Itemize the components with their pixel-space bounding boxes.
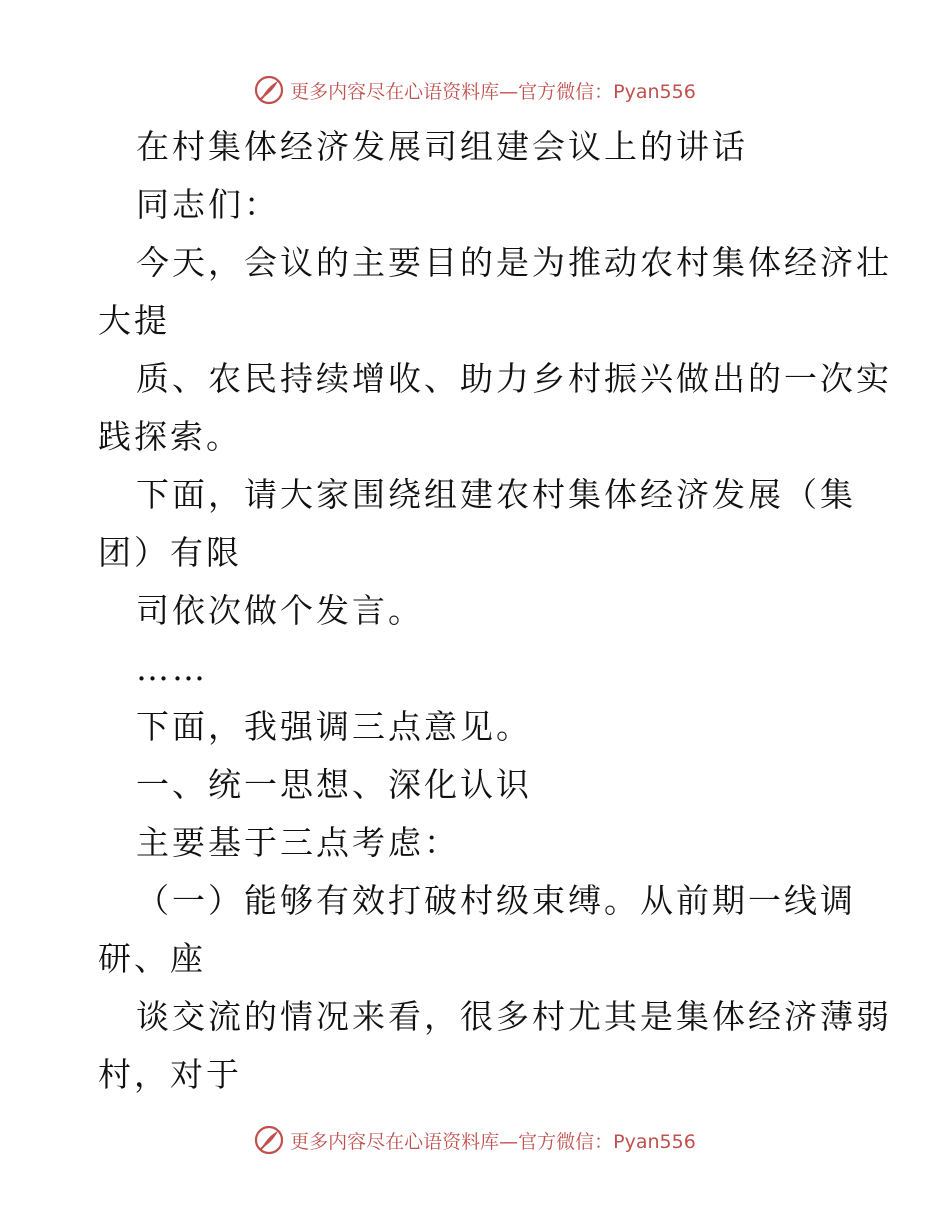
text-line: 下面，请大家围绕组建农村集体经济发展（集 (136, 475, 856, 514)
text-line: 同志们： (136, 185, 280, 224)
text-line: 今天，会议的主要目的是为推动农村集体经济壮 (136, 243, 892, 282)
text-line: 村，对于 (98, 1055, 242, 1094)
quill-pen-logo-icon (254, 1125, 284, 1155)
document-body (98, 118, 892, 1104)
text-line: …… (136, 649, 208, 688)
text-line: 一、统一思想、深化认识 (136, 765, 532, 804)
watermark-text: 更多内容尽在心语资料库—官方微信：Pyan556 (290, 80, 696, 103)
text-line: 谈交流的情况来看，很多村尤其是集体经济薄弱 (136, 997, 892, 1036)
text-line: 团）有限 (98, 533, 242, 572)
text-line: 大提 (98, 301, 170, 340)
watermark-text: 更多内容尽在心语资料库—官方微信：Pyan556 (290, 1130, 696, 1153)
text-line: 践探索。 (98, 417, 242, 456)
text-line: 主要基于三点考虑： (136, 823, 460, 862)
header-watermark (0, 70, 950, 110)
text-line: （一）能够有效打破村级束缚。从前期一线调 (136, 881, 856, 920)
text-line: 下面，我强调三点意见。 (136, 707, 532, 746)
text-line: 研、座 (98, 939, 206, 978)
quill-pen-logo-icon (254, 75, 284, 105)
text-line: 司依次做个发言。 (136, 591, 424, 630)
text-line: 质、农民持续增收、助力乡村振兴做出的一次实 (136, 359, 892, 398)
footer-watermark (0, 1120, 950, 1160)
text-line: 在村集体经济发展司组建会议上的讲话 (136, 127, 748, 166)
